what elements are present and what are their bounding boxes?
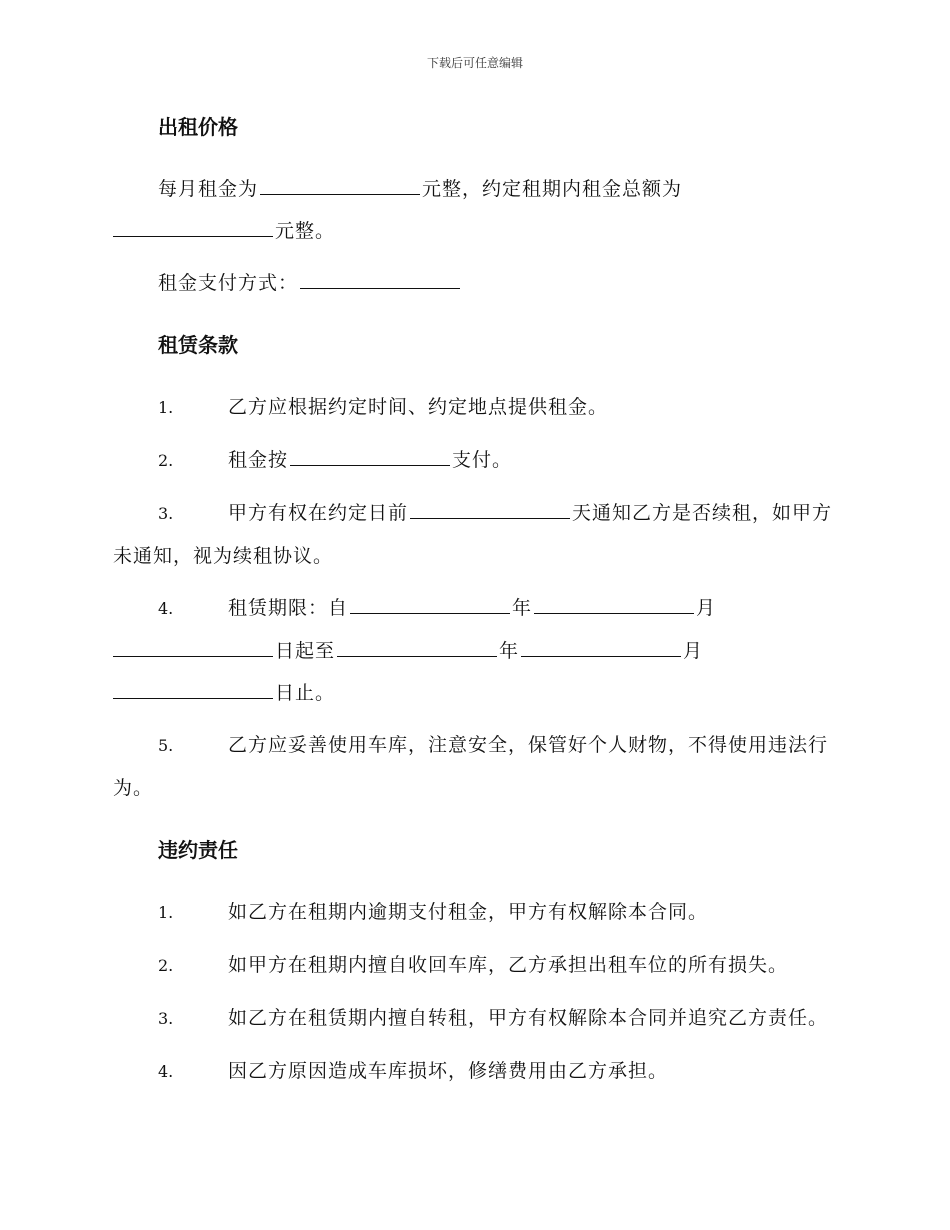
item-number: 4. [158,599,174,618]
item-text: 如乙方在租期内逾期支付租金，甲方有权解除本合同。 [228,901,709,923]
item-number: 3. [158,1009,174,1028]
monthly-rent-blank [260,193,420,195]
breach-item-4 [113,1050,835,1093]
notice-days-blank [410,517,570,519]
item-number: 5. [158,736,174,755]
monthly-rent-prefix: 每月租金为 [158,178,259,200]
terms-item-5 [113,724,835,809]
item-text-pre: 租赁期限：自 [228,597,349,619]
item-text: 乙方应根据约定时间、约定地点提供租金。 [228,396,609,418]
year-label: 年 [512,597,533,619]
end-year-blank [337,655,497,657]
payment-method-blank [300,287,460,289]
item-text: 因乙方原因造成车库损坏，修缮费用由乙方承担。 [228,1060,669,1082]
terms-item-3 [113,492,835,577]
day-from-label: 日起至 [275,640,336,662]
start-year-blank [350,612,510,614]
start-month-blank [534,612,694,614]
terms-item-1 [113,386,835,429]
month-label: 月 [683,640,704,662]
terms-item-2 [113,439,835,482]
terms-item-4 [113,587,835,714]
breach-item-1 [113,891,835,934]
document-body [113,112,835,1103]
breach-item-2 [113,944,835,987]
end-month-blank [521,655,681,657]
start-day-blank [113,655,273,657]
breach-item-3 [113,997,835,1040]
monthly-rent-mid: 元整，约定租期内租金总额为 [422,178,683,200]
item-number: 1. [158,903,174,922]
section-title-breach: 违约责任 [158,838,238,862]
payment-schedule-blank [290,464,450,466]
item-number: 1. [158,398,174,417]
item-text-pre: 租金按 [228,449,289,471]
item-text: 如甲方在租期内擅自收回车库，乙方承担出租车位的所有损失。 [228,954,789,976]
total-rent-blank [113,235,273,237]
item-number: 3. [158,504,174,523]
item-text: 乙方应妥善使用车库，注意安全，保管好个人财物，不得使用违法行为。 [113,734,829,799]
monthly-rent-paragraph [113,168,835,252]
item-text-pre: 甲方有权在约定日前 [228,502,409,524]
item-number: 2. [158,956,174,975]
item-number: 2. [158,451,174,470]
day-to-label: 日止。 [275,682,336,704]
section-title-terms: 租赁条款 [158,333,238,357]
payment-method-paragraph [113,262,835,304]
item-text: 如乙方在租赁期内擅自转租，甲方有权解除本合同并追究乙方责任。 [228,1007,829,1029]
month-label: 月 [696,597,717,619]
item-number: 4. [158,1062,174,1081]
year-label: 年 [499,640,520,662]
item-text-post: 支付。 [452,449,513,471]
section-title-price: 出租价格 [158,115,238,139]
payment-method-label: 租金支付方式： [158,272,299,294]
item-text-post: 天通知乙方是否续租，如甲方未通知，视为续租协议。 [113,502,833,567]
monthly-rent-suffix: 元整。 [275,220,336,242]
page-header: 下载后可任意编辑 [426,56,523,70]
end-day-blank [113,697,273,699]
